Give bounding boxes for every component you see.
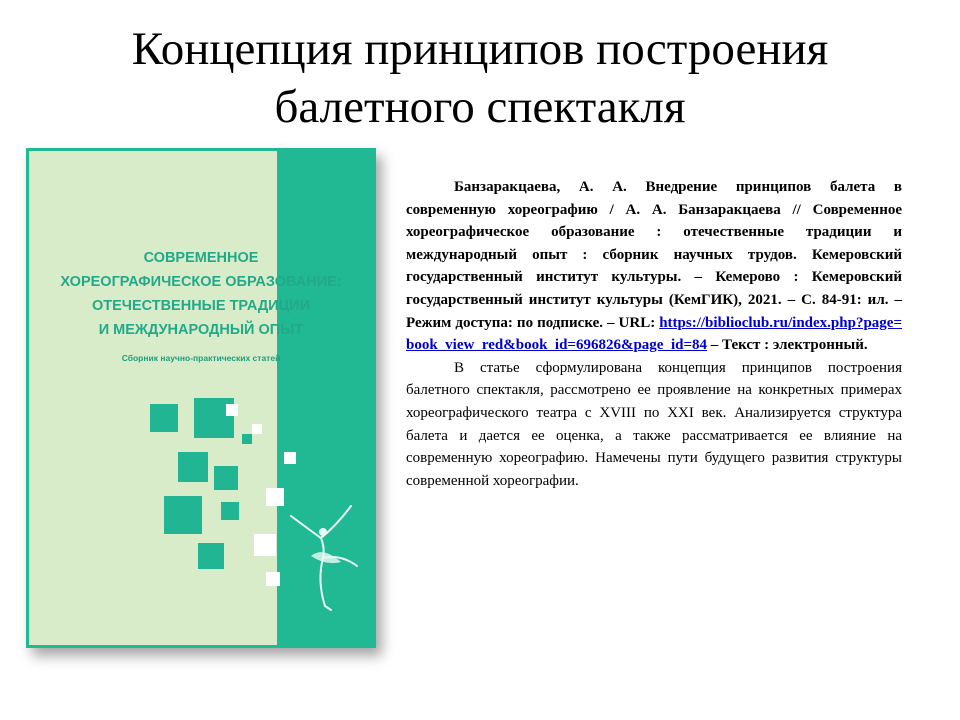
decor-square [164, 496, 202, 534]
description-text [406, 176, 902, 492]
decor-square [198, 543, 224, 569]
decor-square [284, 452, 296, 464]
slide-title: Концепция принципов построения балетного спектакля [131, 23, 829, 133]
decor-square [150, 404, 178, 432]
book-cover [26, 148, 376, 648]
decor-square [214, 466, 238, 490]
cover-title-line: ХОРЕОГРАФИЧЕСКОЕ ОБРАЗОВАНИЕ: [60, 274, 342, 290]
cover-light-panel [29, 151, 277, 645]
ballerina-icon [281, 496, 361, 616]
annotation-paragraph: В статье сформулирована концепция принципов построения балетного спектакля, рассмотрено ее проявление на конкретных примерах хореографического театра с XVIII по XXI век. Анализируется структура балета и дается ее оценка, а также рассматривается ее влияние на современную хореографию. Намечены пути будущего развития структуры современной хореографии. [406, 359, 902, 489]
decor-square [242, 434, 252, 444]
cover-title-line: И МЕЖДУНАРОДНЫЙ ОПЫТ [98, 322, 304, 338]
citation-paragraph [406, 176, 902, 357]
decor-square [221, 502, 239, 520]
decor-square [266, 572, 280, 586]
book-link[interactable]: https://biblioclub.ru/index.php?page=book_view_red&book_id=696826&page_id=84 [406, 314, 903, 354]
cover-title [56, 246, 346, 342]
cover-title-line: ОТЕЧЕСТВЕННЫЕ ТРАДИЦИИ [91, 298, 311, 314]
citation-text: Банзаракцаева, А. А. Внедрение принципов балета в современную хореографию / А. А. Банзаракцаева // Современное хореографическое образование : отечественные традиции и международный опыт : сборник научных трудов. Кемеровский государственный институт культуры. – Кемерово : Кемеровский государственный институт культуры (КемГИК), 2021. – С. 84-91: ил. – Режим доступа: по подписке. – URL: [406, 179, 902, 331]
decor-square [226, 404, 238, 416]
decor-square [252, 424, 262, 434]
decor-square [254, 534, 276, 556]
citation-suffix: – Текст : электронный. [710, 337, 868, 354]
cover-subtitle: Сборник научно-практических статей [121, 353, 281, 363]
cover-title-line: СОВРЕМЕННОЕ [143, 250, 259, 266]
decor-square [178, 452, 208, 482]
